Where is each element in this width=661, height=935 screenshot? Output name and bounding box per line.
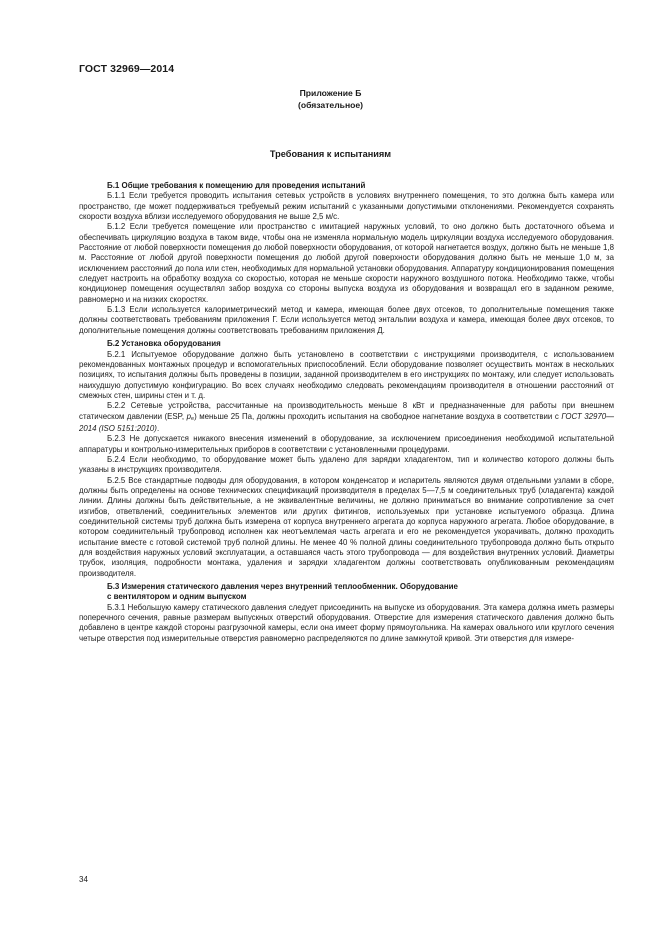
section-heading-b3-line1: Б.3 Измерения статического давления через внутренний теплообменник. Оборудование bbox=[107, 582, 458, 592]
section-heading-b3 bbox=[79, 579, 614, 603]
appendix-status: (обязательное) bbox=[297, 100, 364, 110]
paragraph-b2-2 bbox=[79, 401, 614, 434]
appendix-name: Приложение Б bbox=[299, 88, 362, 98]
section-heading-b2: Б.2 Установка оборудования bbox=[107, 339, 221, 349]
paragraph-b2-1: Б.2.1 Испытуемое оборудование должно быть установлено в соответствии с инструкциями производителя, с использованием рекомендованных монтажных процедур и вспомогательных приспособлений. Если оборудование позволяет осуществить монтаж в нескольких позициях, то испытания должны быть проведены в позиции, заданной производителем в его инструкциях по монтажу, или следует использовать наихудшую допустимую конфигурацию. Во всех случаях необходимо следовать рекомендациям производителя в отношении расстояний от смежных стен, ширины стен и т. д. bbox=[79, 349, 614, 400]
standard-reference: ГОСТ 32970—2014 (ISO 5151:2010) bbox=[79, 411, 614, 433]
pressure-symbol bbox=[187, 412, 194, 421]
pressure-symbol-subscript: e bbox=[191, 415, 195, 422]
paragraph-b1-2: Б.1.2 Если требуется помещение или пространство с имитацией наружных условий, то оно должно быть достаточного объема и обеспечивать циркуляцию воздуха в таком виде, чтобы она не изменяла нормальную модель циркуляции воздуха исследуемого оборудования. Расстояние от любой поверхности помещения до любой поверхности оборудования, от которой нагнетается воздух, должно быть не меньше 1,8 м. Расстояние от любой другой поверхности помещения до любой другой поверхности оборудования должно быть не меньше 1,0 м, за исключением расстояний до пола или стен, необходимых для нормальной установки оборудования. Аппаратуру кондиционирования помещения следует настроить на обработку воздуха со скоростью, которая не меньше скорости наружного воздушного потока. Необходимо также, чтобы кондиционер помещения осуществлял забор воздуха со стороны выпуска воздуха из оборудования и возвращал его в заданном режиме, равномерно и на низких скоростях. bbox=[79, 222, 614, 304]
paragraph-b2-3: Б.2.3 Не допускается никакого внесения изменений в оборудование, за исключением присоединения необходимой испытательной аппаратуры и контрольно-измерительных приборов в соответствии с установленными процедурами. bbox=[79, 434, 614, 454]
document-body bbox=[79, 181, 614, 644]
section-heading-b1: Б.1 Общие требования к помещению для проведения испытаний bbox=[107, 181, 366, 190]
paragraph-b1-3: Б.1.3 Если используется калориметрический метод и камера, имеющая более двух отсеков, то дополнительные помещения также должны соответствовать требованиям приложения Г. Если используется метод энтальпии воздуха и камера, имеющая более двух отсеков, то дополнительные помещения должны соответствовать требованиям приложения Д. bbox=[79, 305, 614, 335]
section-heading-b3-line2: с вентилятором и одним выпуском bbox=[107, 592, 247, 602]
pressure-symbol-letter: p bbox=[186, 411, 192, 421]
paragraph-b2-4: Б.2.4 Если необходимо, то оборудование может быть удалено для зарядки хладагентом, тип и количество которого должны быть указаны в инструкциях производителя. bbox=[79, 454, 614, 475]
paragraph-b2-2-text-a: Б.2.2 Сетевые устройства, рассчитанные на производительность меньше 8 кВт и предназначенные для работы при внешнем статическом давлении (ESP, bbox=[79, 401, 614, 421]
paragraph-b3-1: Б.3.1 Небольшую камеру статического давления следует присоединить на выпуске из оборудования. Эта камера должна иметь размеры поперечного сечения, равные размерам выпускных отверстий оборудования. Отверстие для измерения статического давления должно быть добавлено в центре каждой стороны разгрузочной камеры, если она имеет форму прямоугольника. На камерах овального или круглого сечения четыре отверстия под измерительные отверстия равномерно распределяются по длине замкнутой кривой. Эти отверстия для измере- bbox=[79, 602, 614, 643]
paragraph-b1-1: Б.1.1 Если требуется проводить испытания сетевых устройств в условиях внутреннего помещения, то это должна быть камера или пространство, где может поддерживаться требуемый режим испытаний с указанными допустимыми отклонениями. Рекомендуется сохранять скорости воздуха вблизи исследуемого оборудования не выше 2,5 м/с. bbox=[79, 191, 614, 222]
standard-designation: ГОСТ 32969—2014 bbox=[79, 63, 175, 75]
paragraph-b2-2-text-b: ) меньше 25 Па, должны проходить испытания на свободное нагнетание воздуха в соответствии с bbox=[194, 411, 562, 421]
paragraph-b2-5: Б.2.5 Все стандартные подводы для оборудования, в котором конденсатор и испаритель являются двумя отдельными узлами в сборе, должны быть определены на основе технических спецификаций производителя в пределах 5—7,5 м соединительных труб (хладагента) каждой линии. Длины должны быть действительные, а не эквивалентные величины, не должно приниматься во внимание сопротивление за счет изгибов, ответвлений, соединительных элементов или других фитингов, используемых при установке испытуемого образца. Длина соединительной системы труб должна быть измерена от корпуса внутреннего агрегата до корпуса наружного агрегата. Любое оборудование, в котором соединительный трубопровод исполнен как неотъемлемая часть агрегата и его не рекомендуется укорачивать, должно проходить испытание вместе с готовой системой труб полной длины. Не менее 40 % полной длины соединительного трубопровода должно быть открыто для воздействия наружных условий эксплуатации, а оставшаяся часть этого трубопровода — для воздействия внутренних условий. Диаметры трубок, изоляция, подробности монтажа, удаления и зарядки хладагентом должны соответствовать опубликованным рекомендациям производителя. bbox=[79, 475, 614, 578]
appendix-title: Требования к испытаниям bbox=[269, 149, 392, 159]
page-number: 34 bbox=[79, 875, 88, 884]
paragraph-b2-2-text-c: . bbox=[156, 423, 160, 433]
